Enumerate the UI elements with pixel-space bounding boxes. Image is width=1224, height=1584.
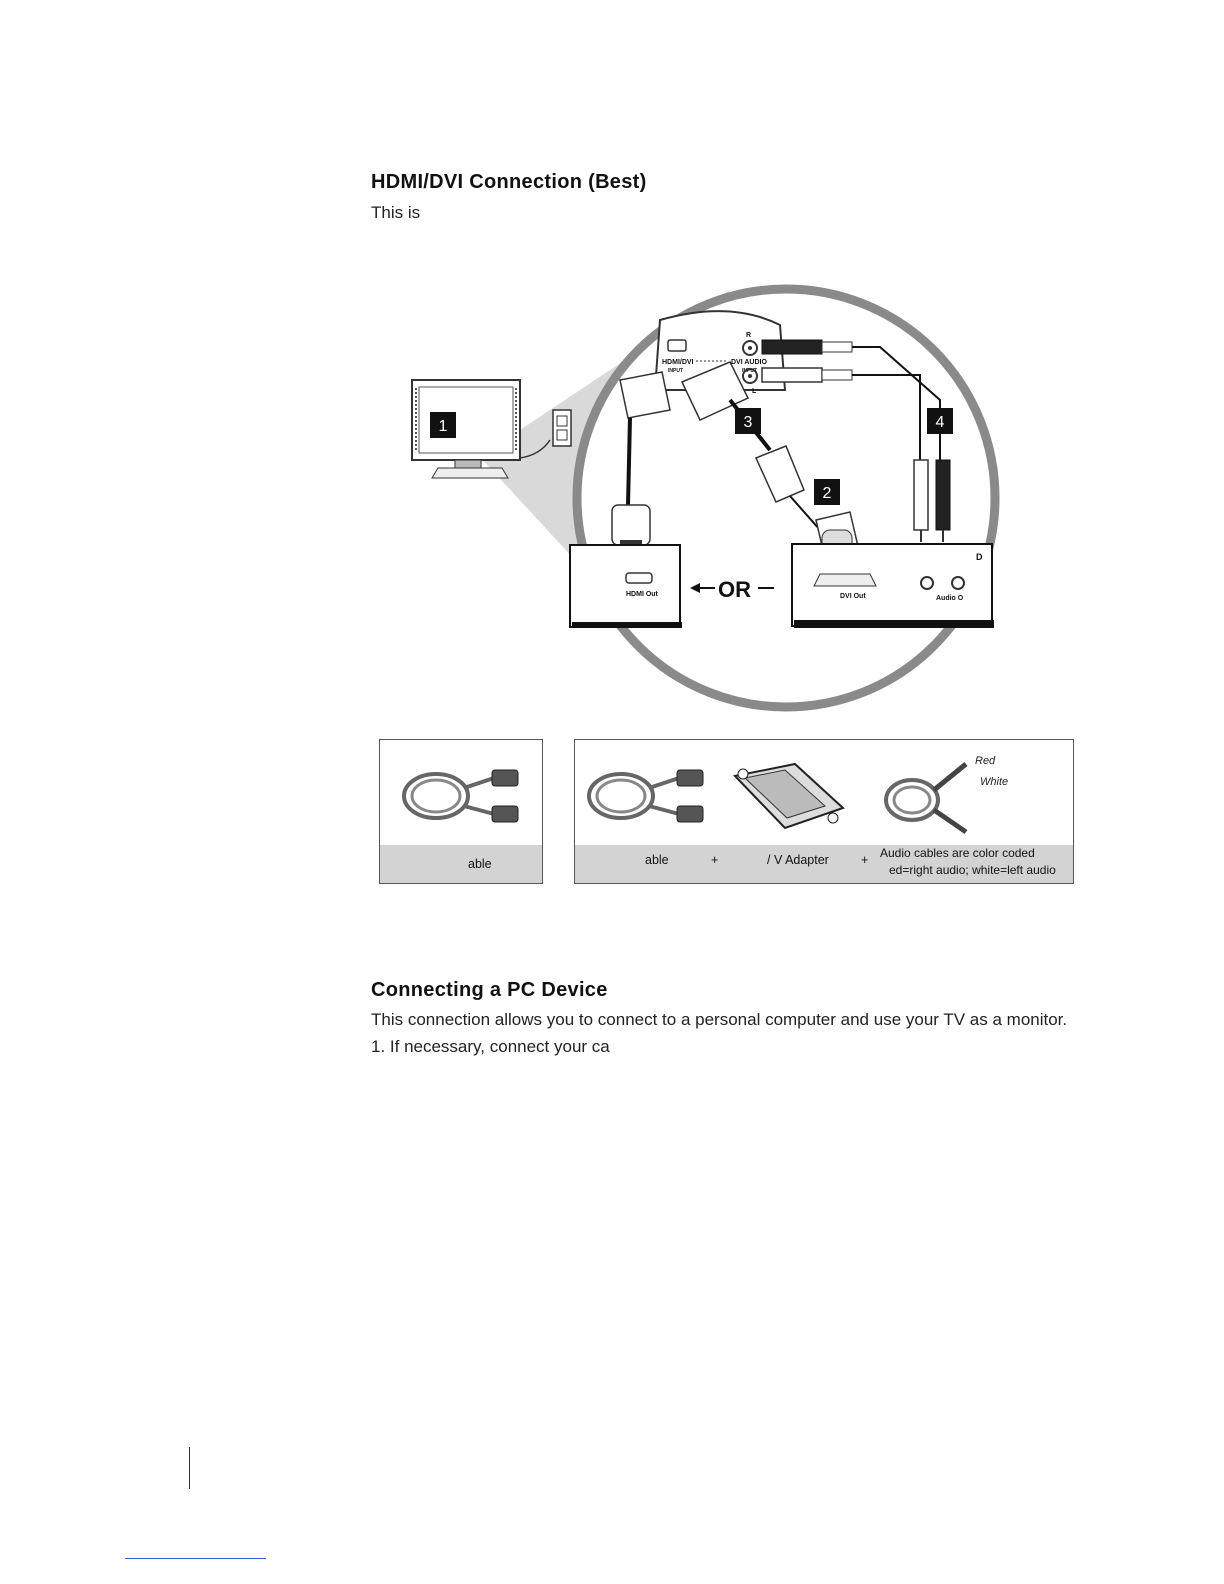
cable-caption: able bbox=[468, 857, 492, 871]
svg-text:4: 4 bbox=[935, 414, 945, 431]
svg-text:2: 2 bbox=[822, 485, 832, 502]
cable-caption: able bbox=[645, 853, 669, 867]
footer-rule bbox=[125, 1558, 266, 1559]
svg-text:HDMI Out: HDMI Out bbox=[626, 591, 658, 598]
cable-panel-hdmi bbox=[379, 739, 543, 884]
audio-caption-line1: Audio cables are color coded bbox=[880, 846, 1035, 860]
svg-text:INPUT: INPUT bbox=[742, 368, 757, 374]
plus-sign: + bbox=[711, 853, 719, 867]
connection-diagram bbox=[400, 280, 1010, 720]
badge-1 bbox=[430, 412, 456, 438]
svg-text:L: L bbox=[752, 388, 757, 395]
caption-band bbox=[380, 845, 542, 883]
red-label: Red bbox=[975, 755, 996, 767]
section-intro-text: This is bbox=[371, 203, 421, 222]
svg-text:R: R bbox=[746, 332, 752, 339]
source-device-dvi bbox=[792, 544, 994, 628]
margin-rule bbox=[189, 1447, 190, 1489]
svg-text:Audio O: Audio O bbox=[936, 595, 964, 602]
cable-panel-hdmi-dvi-audio bbox=[574, 739, 1074, 884]
svg-text:OR: OR bbox=[718, 577, 751, 602]
audio-caption-line2: ed=right audio; white=left audio bbox=[889, 863, 1056, 877]
audio-cable-icon bbox=[880, 754, 980, 840]
adapter-caption: / V Adapter bbox=[767, 853, 829, 867]
svg-text:DVI AUDIO: DVI AUDIO bbox=[731, 359, 767, 366]
hdmi-cable-icon bbox=[398, 760, 528, 830]
svg-text:DVI Out: DVI Out bbox=[840, 593, 866, 600]
svg-text:D: D bbox=[976, 552, 983, 562]
plus-sign: + bbox=[861, 853, 869, 867]
dvi-adapter-icon bbox=[725, 758, 855, 838]
badge-3 bbox=[735, 408, 761, 434]
svg-text:3: 3 bbox=[743, 414, 753, 431]
svg-text:INPUT: INPUT bbox=[668, 368, 683, 374]
white-label: White bbox=[980, 776, 1009, 788]
section-heading-pc-device: Connecting a PC Device bbox=[371, 979, 608, 1001]
svg-text:1: 1 bbox=[438, 418, 448, 435]
hdmi-cable-icon bbox=[583, 760, 713, 830]
svg-text:HDMI/DVI: HDMI/DVI bbox=[662, 359, 694, 366]
section-intro-text: This connection allows you to connect to a personal computer and use your TV as a monitor. bbox=[371, 1010, 1068, 1029]
section-heading-hdmi-dvi: HDMI/DVI Connection (Best) bbox=[371, 171, 647, 193]
badge-2 bbox=[814, 479, 840, 505]
source-device-hdmi bbox=[570, 545, 682, 628]
badge-4 bbox=[927, 408, 953, 434]
step-1-text: 1. If necessary, connect your ca bbox=[371, 1037, 610, 1056]
